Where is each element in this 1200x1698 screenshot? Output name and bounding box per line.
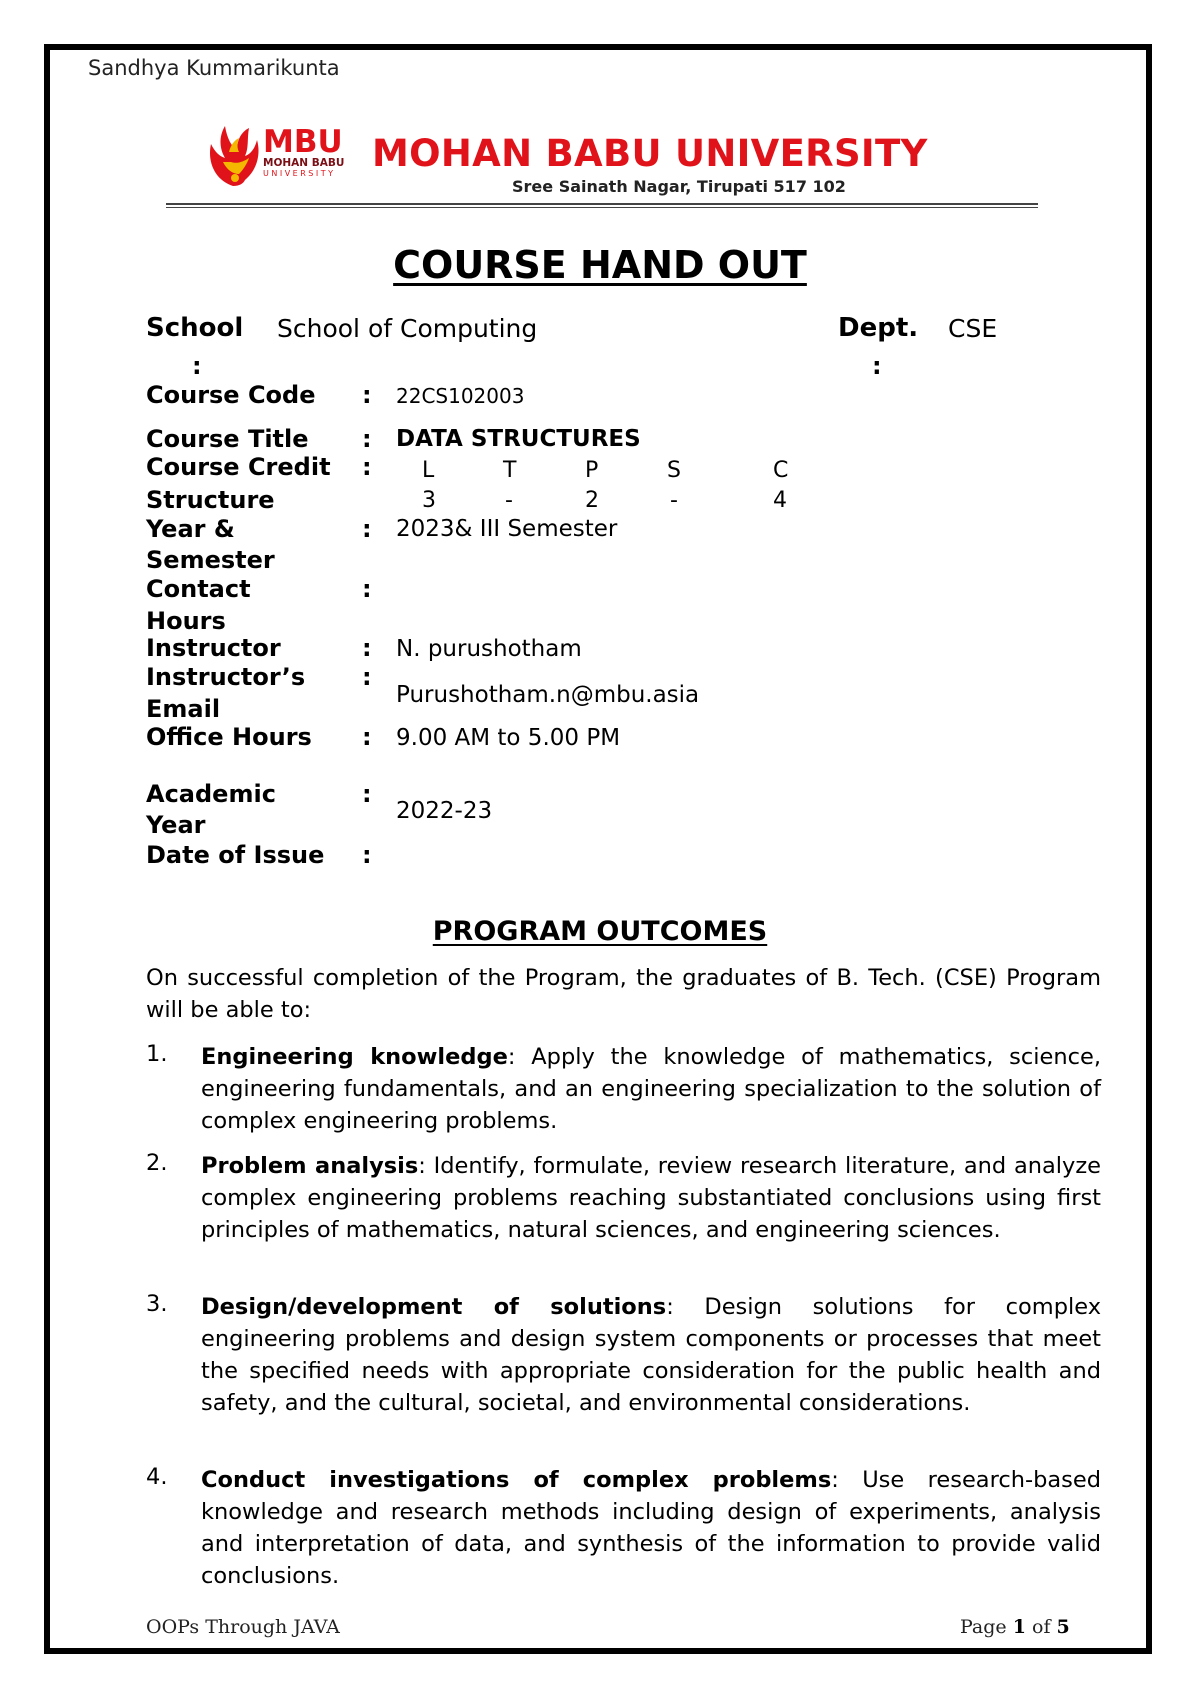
credit-header-p: P: [585, 458, 599, 483]
credit-value-t: -: [505, 488, 513, 513]
credit-header-l: L: [422, 458, 435, 483]
email-value: Purushotham.n@mbu.asia: [396, 682, 700, 708]
program-outcomes-title-text: PROGRAM OUTCOMES: [432, 916, 768, 947]
page-of: of: [1032, 1616, 1051, 1638]
office-hours-label: Office Hours: [146, 723, 312, 751]
course-code-value: 22CS102003: [396, 384, 525, 408]
contact-colon: :: [362, 575, 372, 603]
date-of-issue-label: Date of Issue: [146, 841, 325, 869]
outcome-text: : Apply the knowledge of mathematics, science, engineering fundamentals, and an engineering specialization to the solution of complex engineering problems.: [201, 1044, 1101, 1134]
logo-mbu-text: MBU: [263, 124, 343, 160]
year-label-2: Semester: [146, 546, 275, 574]
header-rule: [166, 203, 1038, 205]
dept-value: CSE: [948, 314, 998, 343]
contact-label-2: Hours: [146, 607, 226, 635]
footer-page-number: [960, 1616, 1070, 1638]
outcome-title: Problem analysis: [201, 1153, 419, 1179]
school-colon: :: [192, 352, 202, 380]
university-logo: [205, 122, 365, 198]
logo-subtext: MOHAN BABU: [263, 157, 345, 169]
course-code-label: Course Code: [146, 381, 316, 409]
university-name: MOHAN BABU UNIVERSITY: [372, 132, 928, 175]
email-label-2: Email: [146, 695, 221, 723]
academic-year-label: Academic: [146, 780, 276, 808]
outcome-item: [201, 1041, 1101, 1137]
academic-year-label-2: Year: [146, 811, 206, 839]
university-address: Sree Sainath Nagar, Tirupati 517 102: [512, 177, 846, 196]
course-title-label: Course Title: [146, 425, 309, 453]
document-title-text: COURSE HAND OUT: [393, 243, 807, 287]
credit-label: Course Credit: [146, 453, 331, 481]
year-value: 2023& III Semester: [396, 516, 618, 542]
instructor-colon: :: [362, 634, 372, 662]
program-outcomes-intro: On successful completion of the Program, the graduates of B. Tech. (CSE) Program will be able to:: [146, 965, 1101, 1023]
outcome-title: Engineering knowledge: [201, 1044, 508, 1070]
year-colon: :: [362, 515, 372, 543]
outcome-number: 4.: [146, 1464, 168, 1490]
date-of-issue-colon: :: [362, 841, 372, 869]
course-title-value: DATA STRUCTURES: [396, 426, 641, 452]
academic-year-value: 2022-23: [396, 798, 493, 824]
outcome-item: [201, 1291, 1101, 1419]
page-total: 5: [1056, 1616, 1070, 1638]
dept-colon: :: [872, 352, 882, 380]
credit-value-l: 3: [422, 488, 436, 513]
office-hours-colon: :: [362, 723, 372, 751]
outcome-number: 3.: [146, 1291, 168, 1317]
email-colon: :: [362, 663, 372, 691]
credit-label-2: Structure: [146, 486, 275, 514]
school-value: School of Computing: [277, 314, 538, 343]
office-hours-value: 9.00 AM to 5.00 PM: [396, 725, 621, 751]
credit-header-c: C: [773, 458, 789, 483]
course-code-colon: :: [362, 381, 372, 409]
footer-course: OOPs Through JAVA: [146, 1616, 340, 1638]
header-rule-thin: [166, 207, 1038, 208]
outcome-number: 1.: [146, 1041, 168, 1067]
outcome-item: [201, 1464, 1101, 1592]
logo-subtext2: UNIVERSITY: [263, 169, 336, 178]
credit-header-s: S: [667, 458, 681, 483]
document-title: [0, 243, 1200, 287]
credit-header-t: T: [503, 458, 517, 483]
course-title-colon: :: [362, 425, 372, 453]
page-prefix: Page: [960, 1616, 1007, 1638]
outcome-number: 2.: [146, 1150, 168, 1176]
credit-value-p: 2: [585, 488, 599, 513]
outcome-item: [201, 1150, 1101, 1246]
academic-year-colon: :: [362, 780, 372, 808]
program-outcomes-title: [0, 916, 1200, 947]
outcome-text: : Design solutions for complex engineering problems and design system components or processes that meet the specified needs with appropriate consideration for the public health and safety, and the cultural, societal, and environmental considerations.: [201, 1294, 1102, 1416]
credit-colon: :: [362, 453, 372, 481]
author-name: Sandhya Kummarikunta: [88, 56, 340, 80]
credit-value-c: 4: [773, 488, 787, 513]
instructor-label: Instructor: [146, 634, 281, 662]
page-current: 1: [1012, 1616, 1026, 1638]
instructor-value: N. purushotham: [396, 636, 582, 662]
school-label: School: [146, 313, 244, 343]
contact-label: Contact: [146, 575, 251, 603]
email-label: Instructor’s: [146, 663, 306, 691]
dept-label: Dept.: [838, 313, 919, 343]
credit-value-s: -: [670, 488, 678, 513]
outcome-title: Conduct investigations of complex problems: [201, 1467, 832, 1493]
outcome-title: Design/development of solutions: [201, 1294, 667, 1320]
year-label: Year &: [146, 515, 235, 543]
phoenix-emblem-icon: [210, 126, 259, 186]
outcome-text: : Use research-based knowledge and research methods including design of experiments, analysis and interpretation of data, and synthesis of the information to provide valid conclusions.: [201, 1467, 1101, 1589]
outcome-text: : Identify, formulate, review research literature, and analyze complex engineering problems reaching substantiated conclusions using first principles of mathematics, natural sciences, and engineering sciences.: [201, 1153, 1102, 1243]
